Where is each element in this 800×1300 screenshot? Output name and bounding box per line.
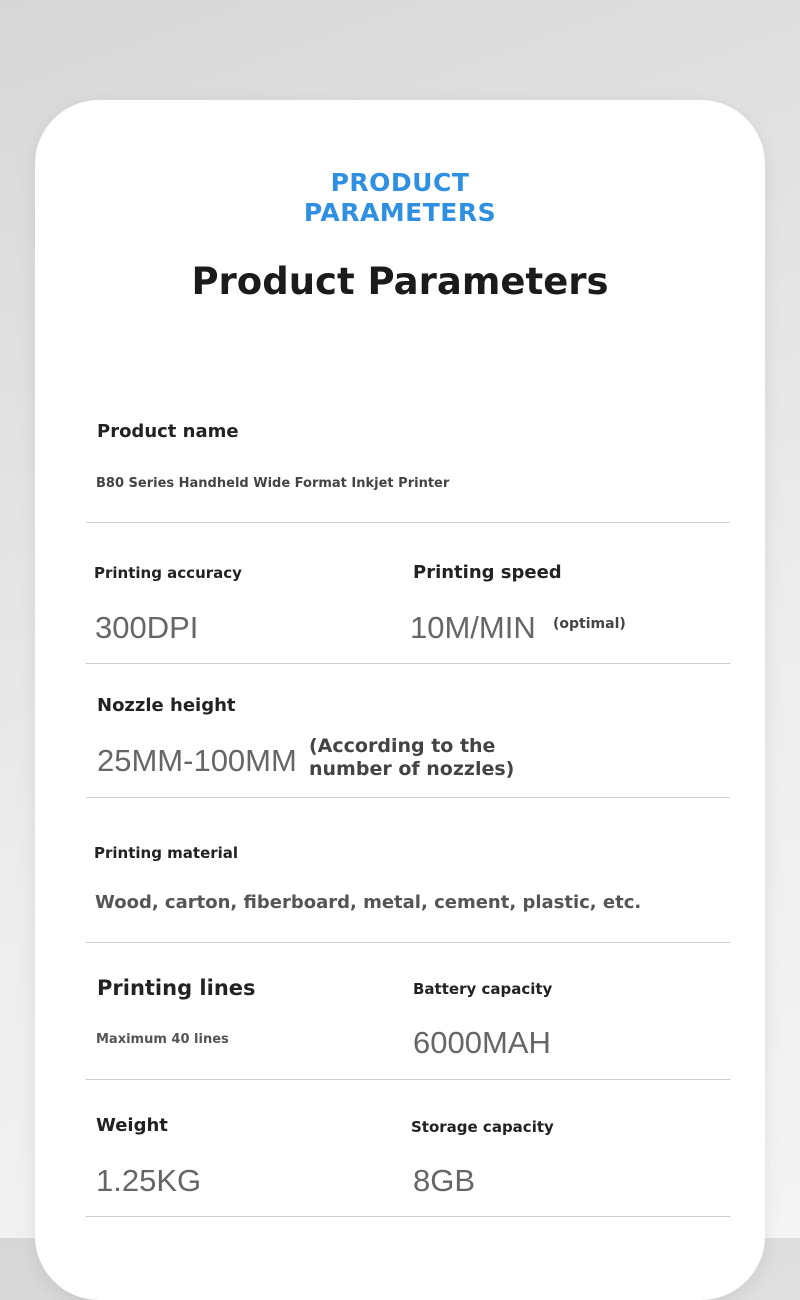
eyebrow-line-2: PARAMETERS [303, 198, 497, 227]
divider [86, 797, 730, 798]
divider [86, 522, 730, 523]
printing-lines-value: Maximum 40 lines [96, 1032, 229, 1047]
weight-label: Weight [96, 1115, 168, 1136]
divider [86, 942, 730, 943]
divider [86, 1216, 730, 1217]
printing-accuracy-label: Printing accuracy [94, 564, 242, 582]
printing-speed-note: (optimal) [553, 616, 626, 632]
nozzle-height-label: Nozzle height [97, 695, 236, 716]
nozzle-height-note-line-1: (According to the [309, 735, 496, 757]
battery-capacity-value: 6000MAH [413, 1025, 551, 1060]
battery-capacity-label: Battery capacity [413, 980, 553, 998]
printing-speed-label: Printing speed [413, 562, 562, 583]
printing-lines-label: Printing lines [97, 976, 256, 1000]
nozzle-height-value: 25MM-100MM [97, 743, 297, 778]
printing-speed-value: 10M/MIN [410, 610, 536, 645]
product-name-label: Product name [97, 421, 239, 442]
storage-capacity-label: Storage capacity [411, 1118, 554, 1136]
printing-material-label: Printing material [94, 844, 239, 862]
product-name-value: B80 Series Handheld Wide Format Inkjet Printer [96, 476, 450, 491]
eyebrow-line-1: PRODUCT [330, 168, 470, 197]
weight-value: 1.25KG [96, 1163, 202, 1198]
page-title: Product Parameters [191, 260, 609, 303]
storage-capacity-value: 8GB [413, 1163, 476, 1198]
divider [86, 1079, 730, 1080]
printing-material-value: Wood, carton, fiberboard, metal, cement, plastic, etc. [95, 892, 642, 913]
nozzle-height-note-line-2: number of nozzles) [309, 758, 515, 780]
divider [86, 663, 730, 664]
printing-accuracy-value: 300DPI [95, 610, 199, 645]
